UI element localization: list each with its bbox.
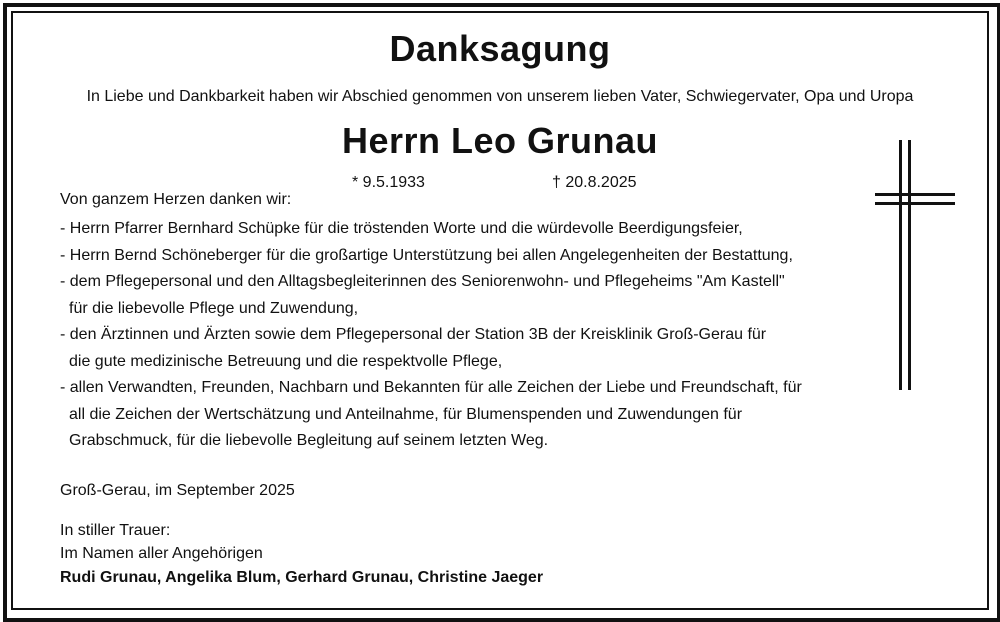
thanks-line: - dem Pflegepersonal und den Alltagsbegleiterinnen des Seniorenwohn- und Pflegeheims "Am Kastell"	[60, 273, 785, 290]
thanks-intro: Von ganzem Herzen danken wir:	[60, 191, 292, 208]
thanks-line-continuation: die gute medizinische Betreuung und die respektvolle Pflege,	[69, 352, 503, 370]
notice-intro: In Liebe und Dankbarkeit haben wir Abschied genommen von unserem lieben Vater, Schwiegervater, Opa und Uropa	[86, 88, 914, 105]
family-line: Im Namen aller Angehörigen	[60, 545, 263, 562]
mourning-line: In stiller Trauer:	[60, 522, 171, 539]
thanks-line: - Herrn Bernd Schöneberger für die großartige Unterstützung bei allen Angelegenheiten der Bestattung,	[60, 246, 793, 264]
thanks-line: - Herrn Pfarrer Bernhard Schüpke für die tröstenden Worte und die würdevolle Beerdigungsfeier,	[60, 220, 743, 237]
birth-date: * 9.5.1933	[352, 174, 425, 191]
thanks-line-continuation: all die Zeichen der Wertschätzung und Anteilnahme, für Blumenspenden und Zuwendungen für	[69, 405, 743, 423]
cross-icon	[875, 140, 955, 390]
thanks-line-continuation: für die liebevolle Pflege und Zuwendung,	[69, 299, 359, 317]
deceased-name: Herrn Leo Grunau	[341, 120, 659, 161]
place-date: Groß-Gerau, im September 2025	[60, 482, 295, 499]
thanks-line-continuation: Grabschmuck, für die liebevolle Begleitung auf seinem letzten Weg.	[69, 432, 549, 449]
thanks-line: - allen Verwandten, Freunden, Nachbarn und Bekannten für alle Zeichen der Liebe und Freundschaft, für	[60, 379, 802, 396]
thanks-list	[60, 216, 802, 455]
thanks-line: - den Ärztinnen und Ärzten sowie dem Pflegepersonal der Station 3B der Kreisklinik Groß-Gerau für	[60, 326, 767, 343]
notice-title: Danksagung	[389, 28, 611, 69]
signatories: Rudi Grunau, Angelika Blum, Gerhard Grunau, Christine Jaeger	[60, 569, 544, 586]
death-date: † 20.8.2025	[552, 174, 637, 191]
